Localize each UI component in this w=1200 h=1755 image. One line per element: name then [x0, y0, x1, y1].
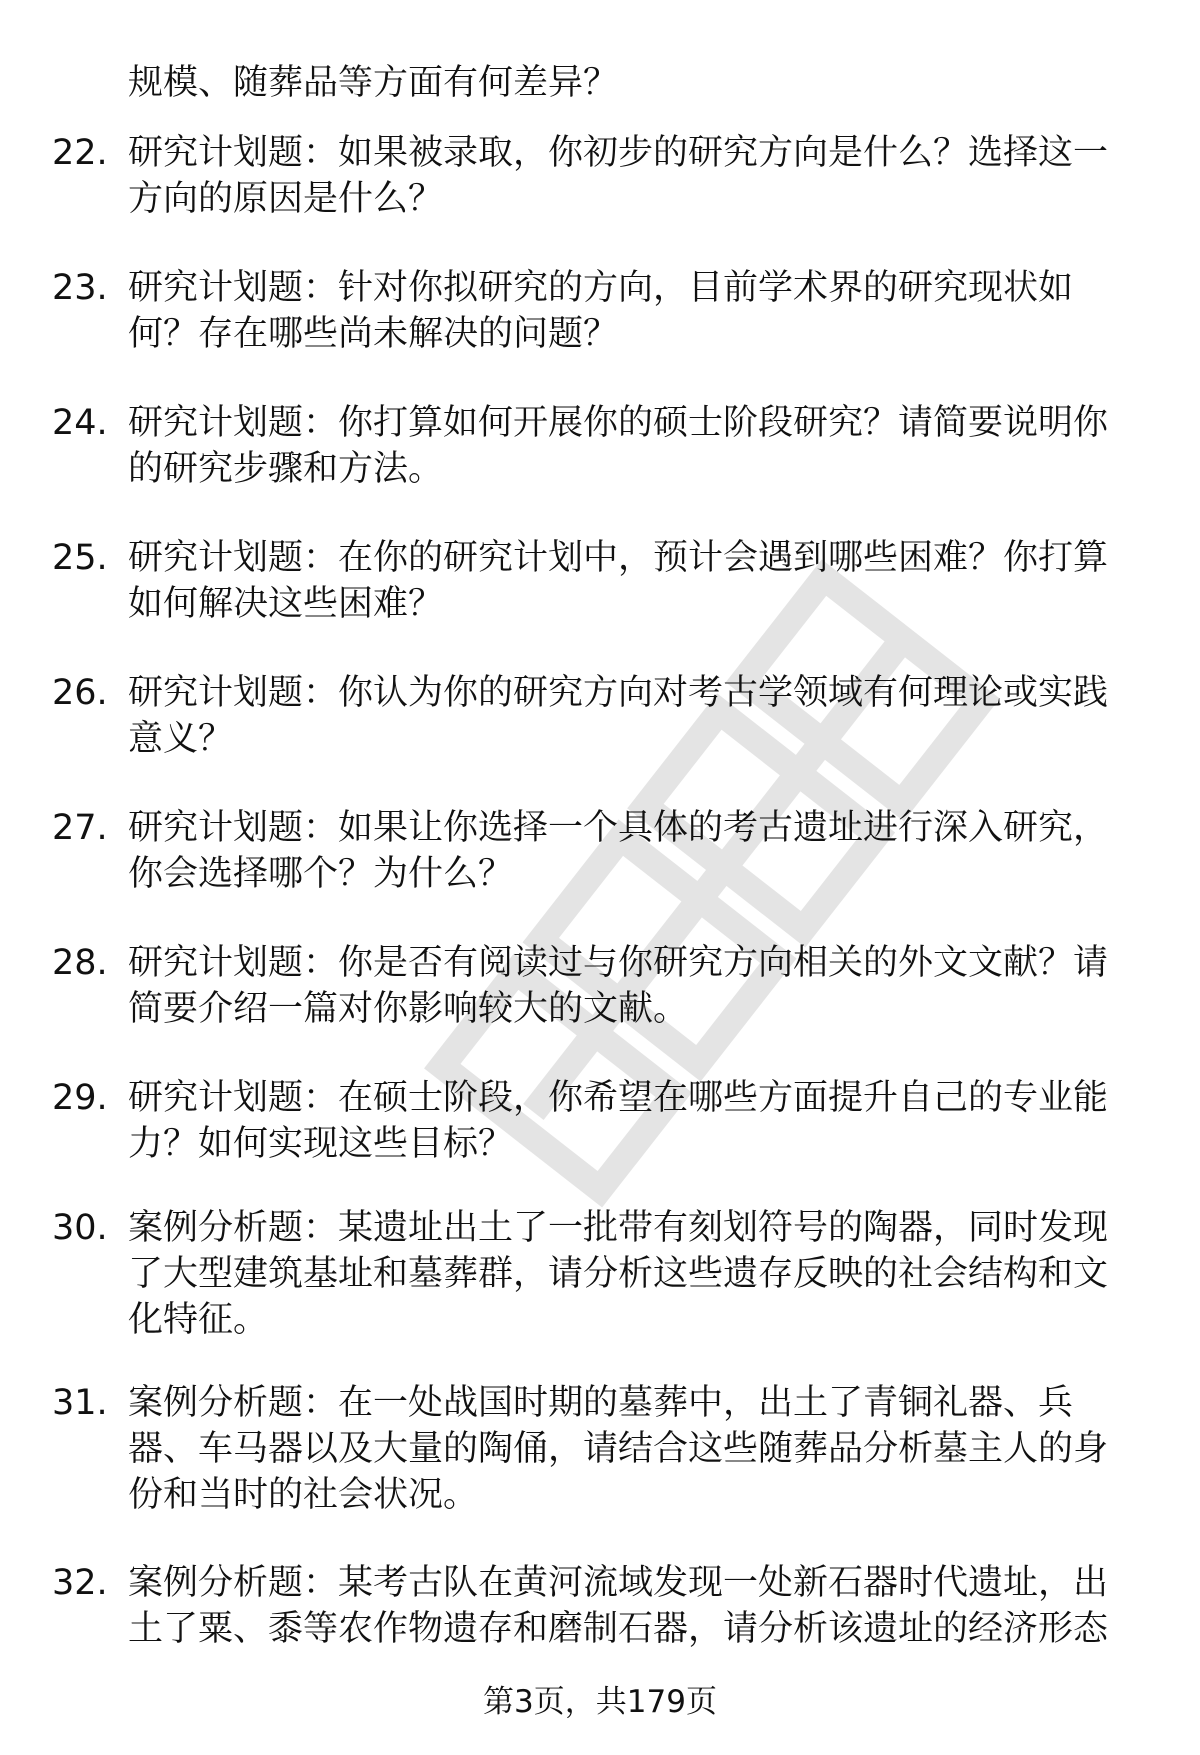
- question-number: 31.: [52, 1383, 108, 1423]
- question-text: 研究计划题：在你的研究计划中，预计会遇到哪些困难？你打算如何解决这些困难？: [128, 538, 1109, 624]
- question-number: 22.: [52, 133, 108, 173]
- page-footer: 第3页，共179页: [483, 1684, 717, 1720]
- question-item: [52, 940, 1142, 1032]
- question-text: 案例分析题：在一处战国时期的墓葬中，出土了青铜礼器、兵器、车马器以及大量的陶俑，请结合这些随葬品分析墓主人的身份和当时的社会状况。: [128, 1383, 1109, 1515]
- question-text: 研究计划题：如果被录取，你初步的研究方向是什么？选择这一方向的原因是什么？: [128, 133, 1109, 219]
- question-text: 研究计划题：针对你拟研究的方向，目前学术界的研究现状如何？存在哪些尚未解决的问题？: [128, 268, 1074, 354]
- question-number: 23.: [52, 268, 108, 308]
- question-item: [52, 130, 1142, 222]
- question-item: [52, 670, 1142, 762]
- question-text: 研究计划题：你认为你的研究方向对考古学领域有何理论或实践意义？: [128, 673, 1109, 759]
- question-text: 研究计划题：如果让你选择一个具体的考古遗址进行深入研究，你会选择哪个？为什么？: [128, 808, 1109, 894]
- question-text: 案例分析题：某考古队在黄河流域发现一处新石器时代遗址，出土了粟、黍等农作物遗存和磨制石器，请分析该遗址的经济形态: [128, 1563, 1109, 1649]
- question-item: [52, 400, 1142, 492]
- question-number: 24.: [52, 403, 108, 443]
- question-number: 32.: [52, 1563, 108, 1603]
- question-item: [52, 265, 1142, 357]
- question-item: [52, 535, 1142, 627]
- question-number: 26.: [52, 673, 108, 713]
- question-item: [52, 1205, 1142, 1343]
- question-number: 25.: [52, 538, 108, 578]
- question-text: 研究计划题：你是否有阅读过与你研究方向相关的外文文献？请简要介绍一篇对你影响较大的文献。: [128, 943, 1109, 1029]
- question-text: 研究计划题：你打算如何开展你的硕士阶段研究？请简要说明你的研究步骤和方法。: [128, 403, 1109, 489]
- question-number: 29.: [52, 1078, 108, 1118]
- question-number: 27.: [52, 808, 108, 848]
- question-number: 30.: [52, 1208, 108, 1248]
- question-item: [52, 805, 1142, 897]
- question-number: 28.: [52, 943, 108, 983]
- question-item: [52, 1560, 1142, 1652]
- question-item: [52, 1380, 1142, 1518]
- question-text: 案例分析题：某遗址出土了一批带有刻划符号的陶器，同时发现了大型建筑基址和墓葬群，请分析这些遗存反映的社会结构和文化特征。: [128, 1208, 1109, 1340]
- previous-question-continuation: 规模、随葬品等方面有何差异？: [128, 63, 619, 103]
- question-text: 研究计划题：在硕士阶段，你希望在哪些方面提升自己的专业能力？如何实现这些目标？: [128, 1078, 1109, 1164]
- question-item: [52, 1075, 1142, 1167]
